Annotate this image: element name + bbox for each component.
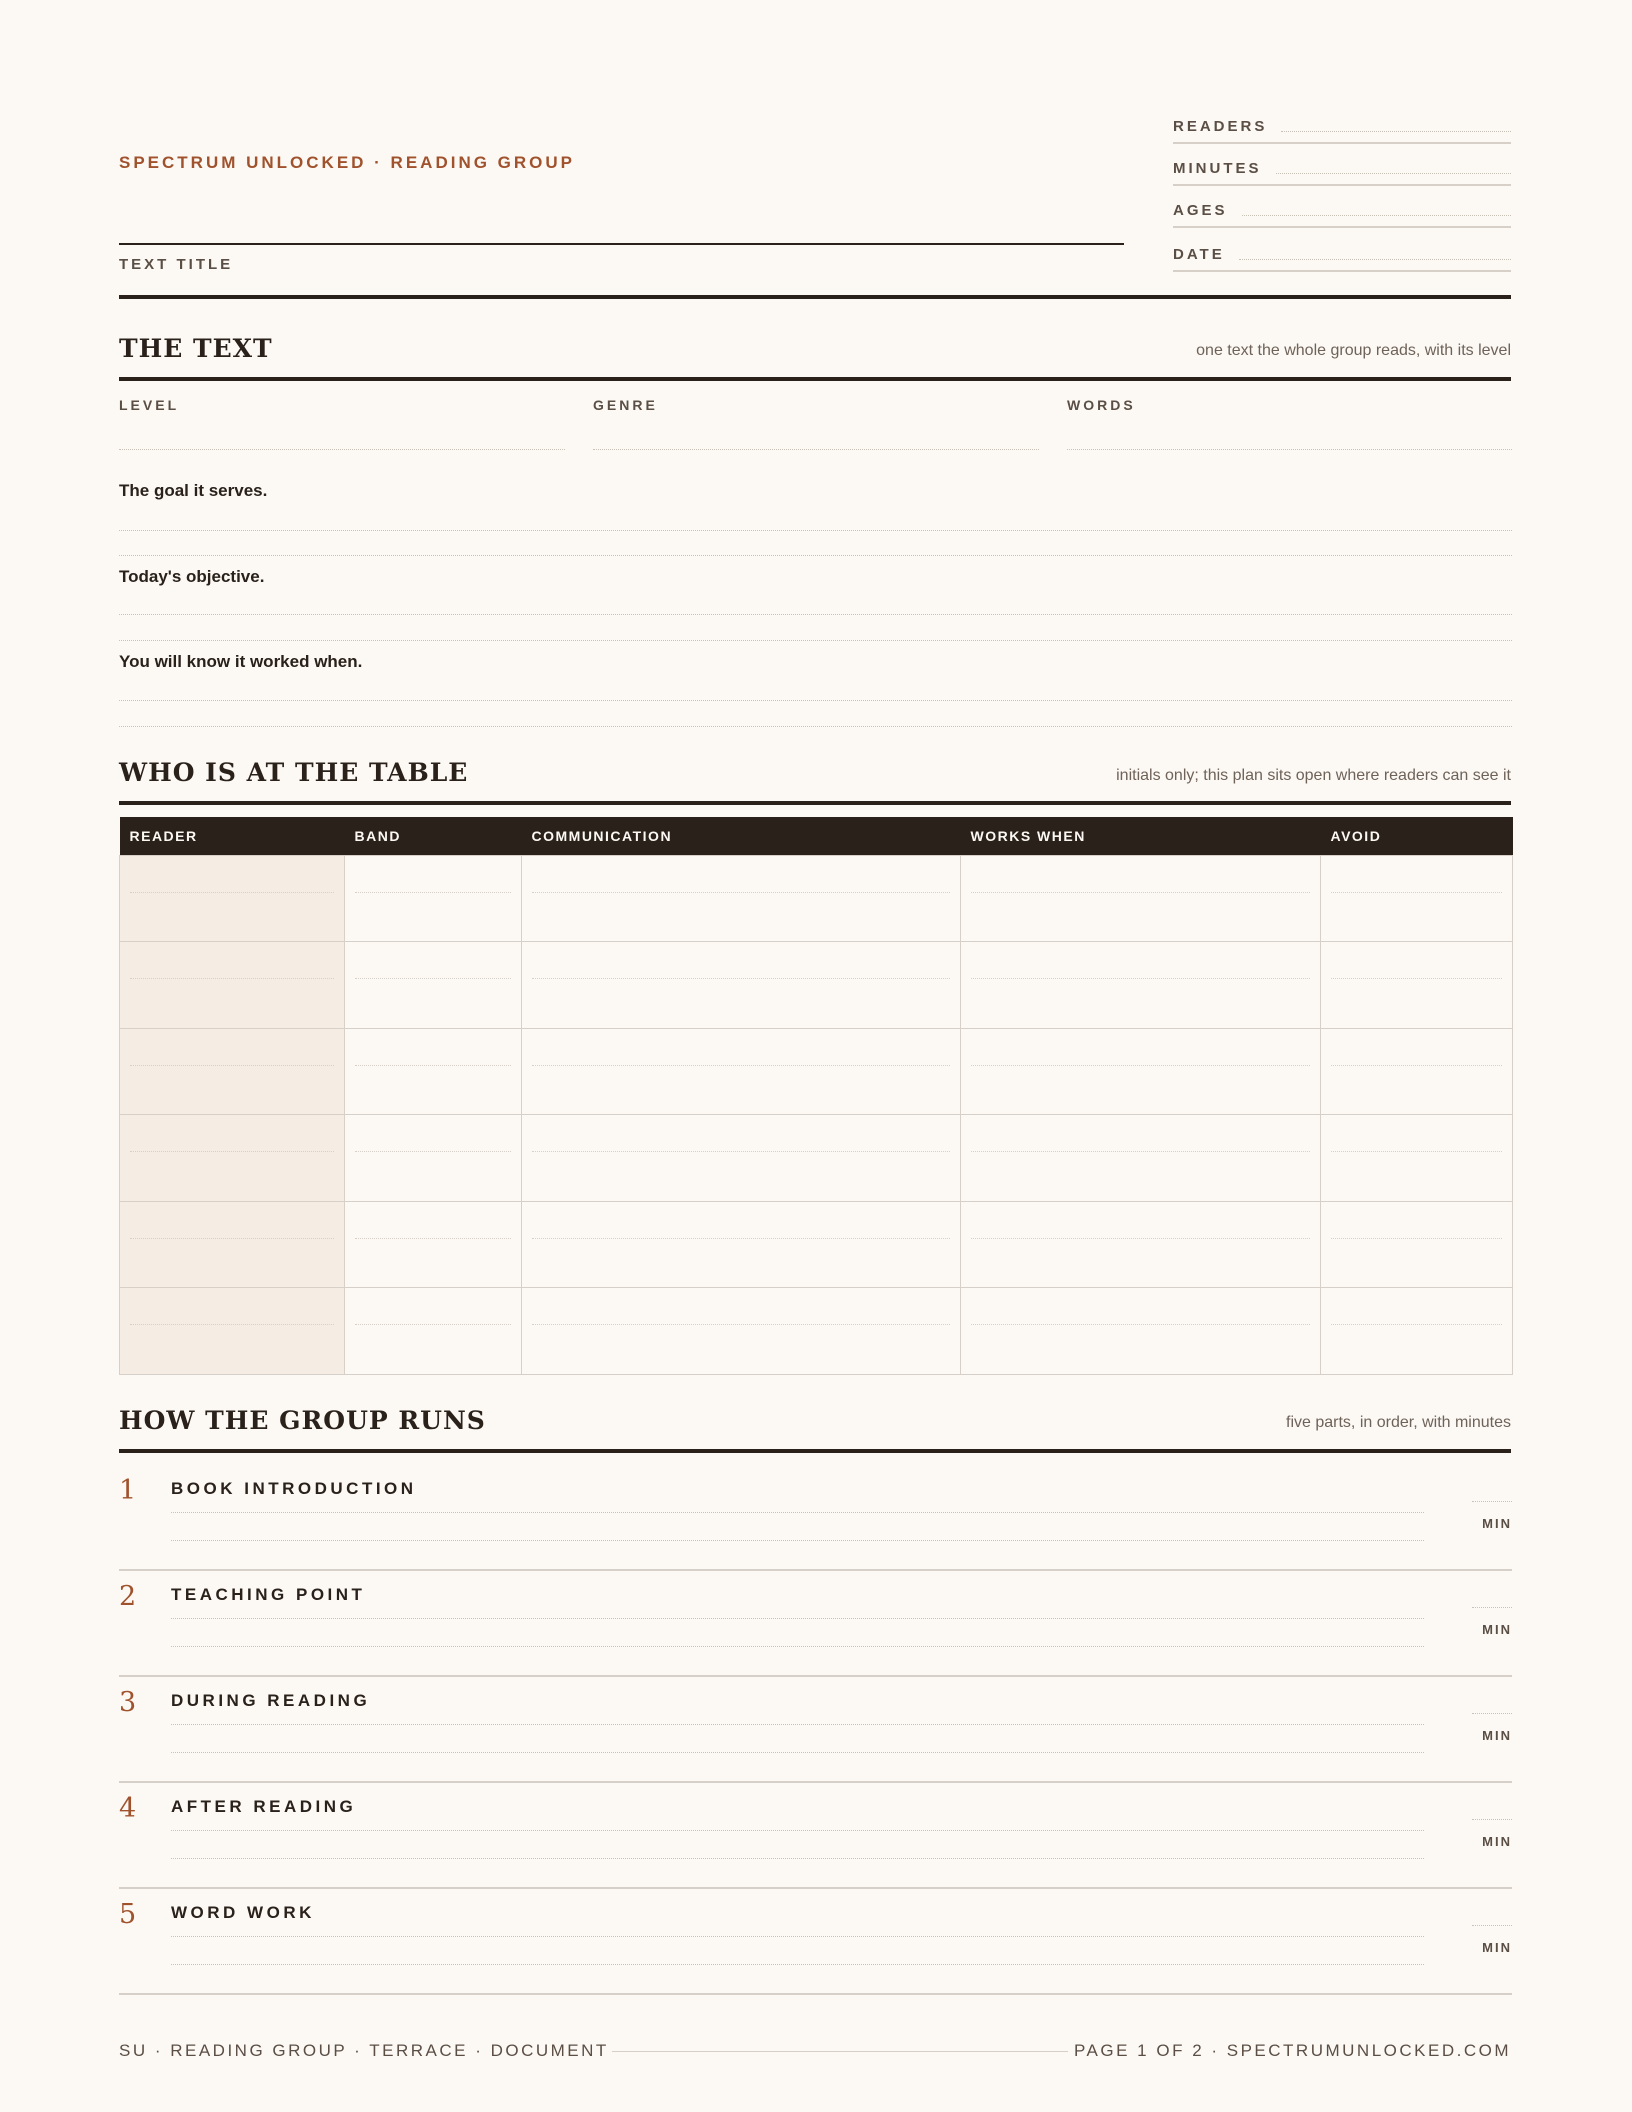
step-name: BOOK INTRODUCTION bbox=[171, 1479, 417, 1498]
reader-cell[interactable] bbox=[120, 1115, 345, 1202]
step-note-line[interactable] bbox=[171, 1936, 1424, 1937]
col-band: BAND bbox=[345, 817, 522, 855]
step-name: DURING READING bbox=[171, 1691, 371, 1710]
works-when-cell[interactable] bbox=[961, 1288, 1321, 1375]
reader-cell[interactable] bbox=[120, 942, 345, 1029]
band-cell[interactable] bbox=[345, 855, 522, 942]
step-min-label: MIN bbox=[1482, 1940, 1512, 1955]
reader-cell[interactable] bbox=[120, 1201, 345, 1288]
ages-label: AGES bbox=[1173, 202, 1228, 219]
table-section-title: WHO IS AT THE TABLE bbox=[119, 758, 469, 787]
communication-cell[interactable] bbox=[522, 855, 961, 942]
step-note-line[interactable] bbox=[171, 1964, 1424, 1965]
date-label: DATE bbox=[1173, 246, 1225, 263]
communication-cell[interactable] bbox=[522, 1115, 961, 1202]
success-prompt: You will know it worked when. bbox=[119, 652, 363, 671]
band-cell[interactable] bbox=[345, 1201, 522, 1288]
words-input-line[interactable] bbox=[1067, 449, 1512, 450]
objective-line-2[interactable] bbox=[119, 640, 1512, 641]
the-text-rule bbox=[119, 377, 1511, 381]
table-row bbox=[120, 942, 1513, 1029]
the-text-title: THE TEXT bbox=[119, 334, 273, 363]
step-min-label: MIN bbox=[1482, 1728, 1512, 1743]
step-note-line[interactable] bbox=[171, 1858, 1424, 1859]
step-book-introduction bbox=[119, 1465, 1512, 1571]
goal-prompt: The goal it serves. bbox=[119, 481, 268, 500]
objective-line-1[interactable] bbox=[119, 614, 1512, 615]
goal-line-1[interactable] bbox=[119, 530, 1512, 531]
table-section-rule bbox=[119, 801, 1511, 805]
works-when-cell[interactable] bbox=[961, 1115, 1321, 1202]
success-line-1[interactable] bbox=[119, 700, 1512, 701]
step-note-line[interactable] bbox=[171, 1540, 1424, 1541]
footer-left: SU · READING GROUP · TERRACE · DOCUMENT bbox=[119, 2041, 609, 2060]
works-when-cell[interactable] bbox=[961, 1028, 1321, 1115]
brand-heading: SPECTRUM UNLOCKED · READING GROUP bbox=[119, 153, 576, 172]
level-label: LEVEL bbox=[119, 397, 180, 413]
objective-prompt: Today's objective. bbox=[119, 567, 265, 586]
runs-section-rule bbox=[119, 1449, 1511, 1453]
ages-field[interactable] bbox=[1173, 202, 1511, 228]
table-row bbox=[120, 1288, 1513, 1375]
step-number: 2 bbox=[119, 1581, 137, 1612]
footer-right: PAGE 1 OF 2 · SPECTRUMUNLOCKED.COM bbox=[1073, 2041, 1511, 2060]
avoid-cell[interactable] bbox=[1321, 942, 1513, 1029]
step-number: 1 bbox=[119, 1475, 137, 1506]
col-avoid: AVOID bbox=[1321, 817, 1513, 855]
avoid-cell[interactable] bbox=[1321, 1288, 1513, 1375]
genre-input-line[interactable] bbox=[593, 449, 1039, 450]
table-row bbox=[120, 1115, 1513, 1202]
avoid-cell[interactable] bbox=[1321, 1115, 1513, 1202]
title-input-line[interactable] bbox=[119, 243, 1124, 245]
band-cell[interactable] bbox=[345, 1028, 522, 1115]
band-cell[interactable] bbox=[345, 1115, 522, 1202]
minutes-field[interactable] bbox=[1173, 160, 1511, 186]
avoid-cell[interactable] bbox=[1321, 1028, 1513, 1115]
step-minutes-input[interactable] bbox=[1472, 1501, 1512, 1502]
header-divider bbox=[119, 295, 1511, 299]
step-name: AFTER READING bbox=[171, 1797, 357, 1816]
step-note-line[interactable] bbox=[171, 1618, 1424, 1619]
avoid-cell[interactable] bbox=[1321, 855, 1513, 942]
step-note-line[interactable] bbox=[171, 1724, 1424, 1725]
avoid-cell[interactable] bbox=[1321, 1201, 1513, 1288]
col-communication: COMMUNICATION bbox=[522, 817, 961, 855]
table-row bbox=[120, 855, 1513, 942]
step-number: 3 bbox=[119, 1687, 137, 1718]
step-min-label: MIN bbox=[1482, 1834, 1512, 1849]
step-minutes-input[interactable] bbox=[1472, 1607, 1512, 1608]
reader-cell[interactable] bbox=[120, 1288, 345, 1375]
step-min-label: MIN bbox=[1482, 1622, 1512, 1637]
date-field[interactable] bbox=[1173, 246, 1511, 272]
table-row bbox=[120, 1201, 1513, 1288]
step-teaching-point bbox=[119, 1571, 1512, 1677]
works-when-cell[interactable] bbox=[961, 855, 1321, 942]
minutes-label: MINUTES bbox=[1173, 160, 1262, 177]
communication-cell[interactable] bbox=[522, 942, 961, 1029]
band-cell[interactable] bbox=[345, 1288, 522, 1375]
step-after-reading bbox=[119, 1783, 1512, 1889]
success-line-2[interactable] bbox=[119, 726, 1512, 727]
text-title-label: TEXT TITLE bbox=[119, 256, 234, 273]
footer-divider bbox=[612, 2051, 1068, 2052]
the-text-note: one text the whole group reads, with its level bbox=[1196, 342, 1511, 359]
step-note-line[interactable] bbox=[171, 1752, 1424, 1753]
band-cell[interactable] bbox=[345, 942, 522, 1029]
col-works-when: WORKS WHEN bbox=[961, 817, 1321, 855]
reader-cell[interactable] bbox=[120, 855, 345, 942]
words-label: WORDS bbox=[1067, 397, 1136, 413]
step-name: WORD WORK bbox=[171, 1903, 315, 1922]
readers-label: READERS bbox=[1173, 118, 1268, 135]
table-row bbox=[120, 1028, 1513, 1115]
works-when-cell[interactable] bbox=[961, 1201, 1321, 1288]
step-number: 4 bbox=[119, 1793, 137, 1824]
step-during-reading bbox=[119, 1677, 1512, 1783]
communication-cell[interactable] bbox=[522, 1028, 961, 1115]
reader-cell[interactable] bbox=[120, 1028, 345, 1115]
communication-cell[interactable] bbox=[522, 1201, 961, 1288]
step-note-line[interactable] bbox=[171, 1646, 1424, 1647]
step-minutes-input[interactable] bbox=[1472, 1819, 1512, 1820]
readers-table bbox=[119, 817, 1513, 1375]
communication-cell[interactable] bbox=[522, 1288, 961, 1375]
level-input-line[interactable] bbox=[119, 449, 565, 450]
step-name: TEACHING POINT bbox=[171, 1585, 366, 1604]
step-minutes-input[interactable] bbox=[1472, 1925, 1512, 1926]
goal-line-2[interactable] bbox=[119, 555, 1512, 556]
step-note-line[interactable] bbox=[171, 1830, 1424, 1831]
runs-section-note: five parts, in order, with minutes bbox=[1286, 1414, 1511, 1431]
runs-section-title: HOW THE GROUP RUNS bbox=[119, 1406, 486, 1435]
works-when-cell[interactable] bbox=[961, 942, 1321, 1029]
step-number: 5 bbox=[119, 1899, 137, 1930]
step-min-label: MIN bbox=[1482, 1516, 1512, 1531]
table-section-note: initials only; this plan sits open where readers can see it bbox=[1116, 767, 1511, 784]
genre-label: GENRE bbox=[593, 397, 658, 413]
step-note-line[interactable] bbox=[171, 1512, 1424, 1513]
col-reader: READER bbox=[120, 817, 345, 855]
table-header-row bbox=[120, 817, 1513, 855]
readers-field[interactable] bbox=[1173, 118, 1511, 144]
step-word-work bbox=[119, 1889, 1512, 1995]
step-minutes-input[interactable] bbox=[1472, 1713, 1512, 1714]
